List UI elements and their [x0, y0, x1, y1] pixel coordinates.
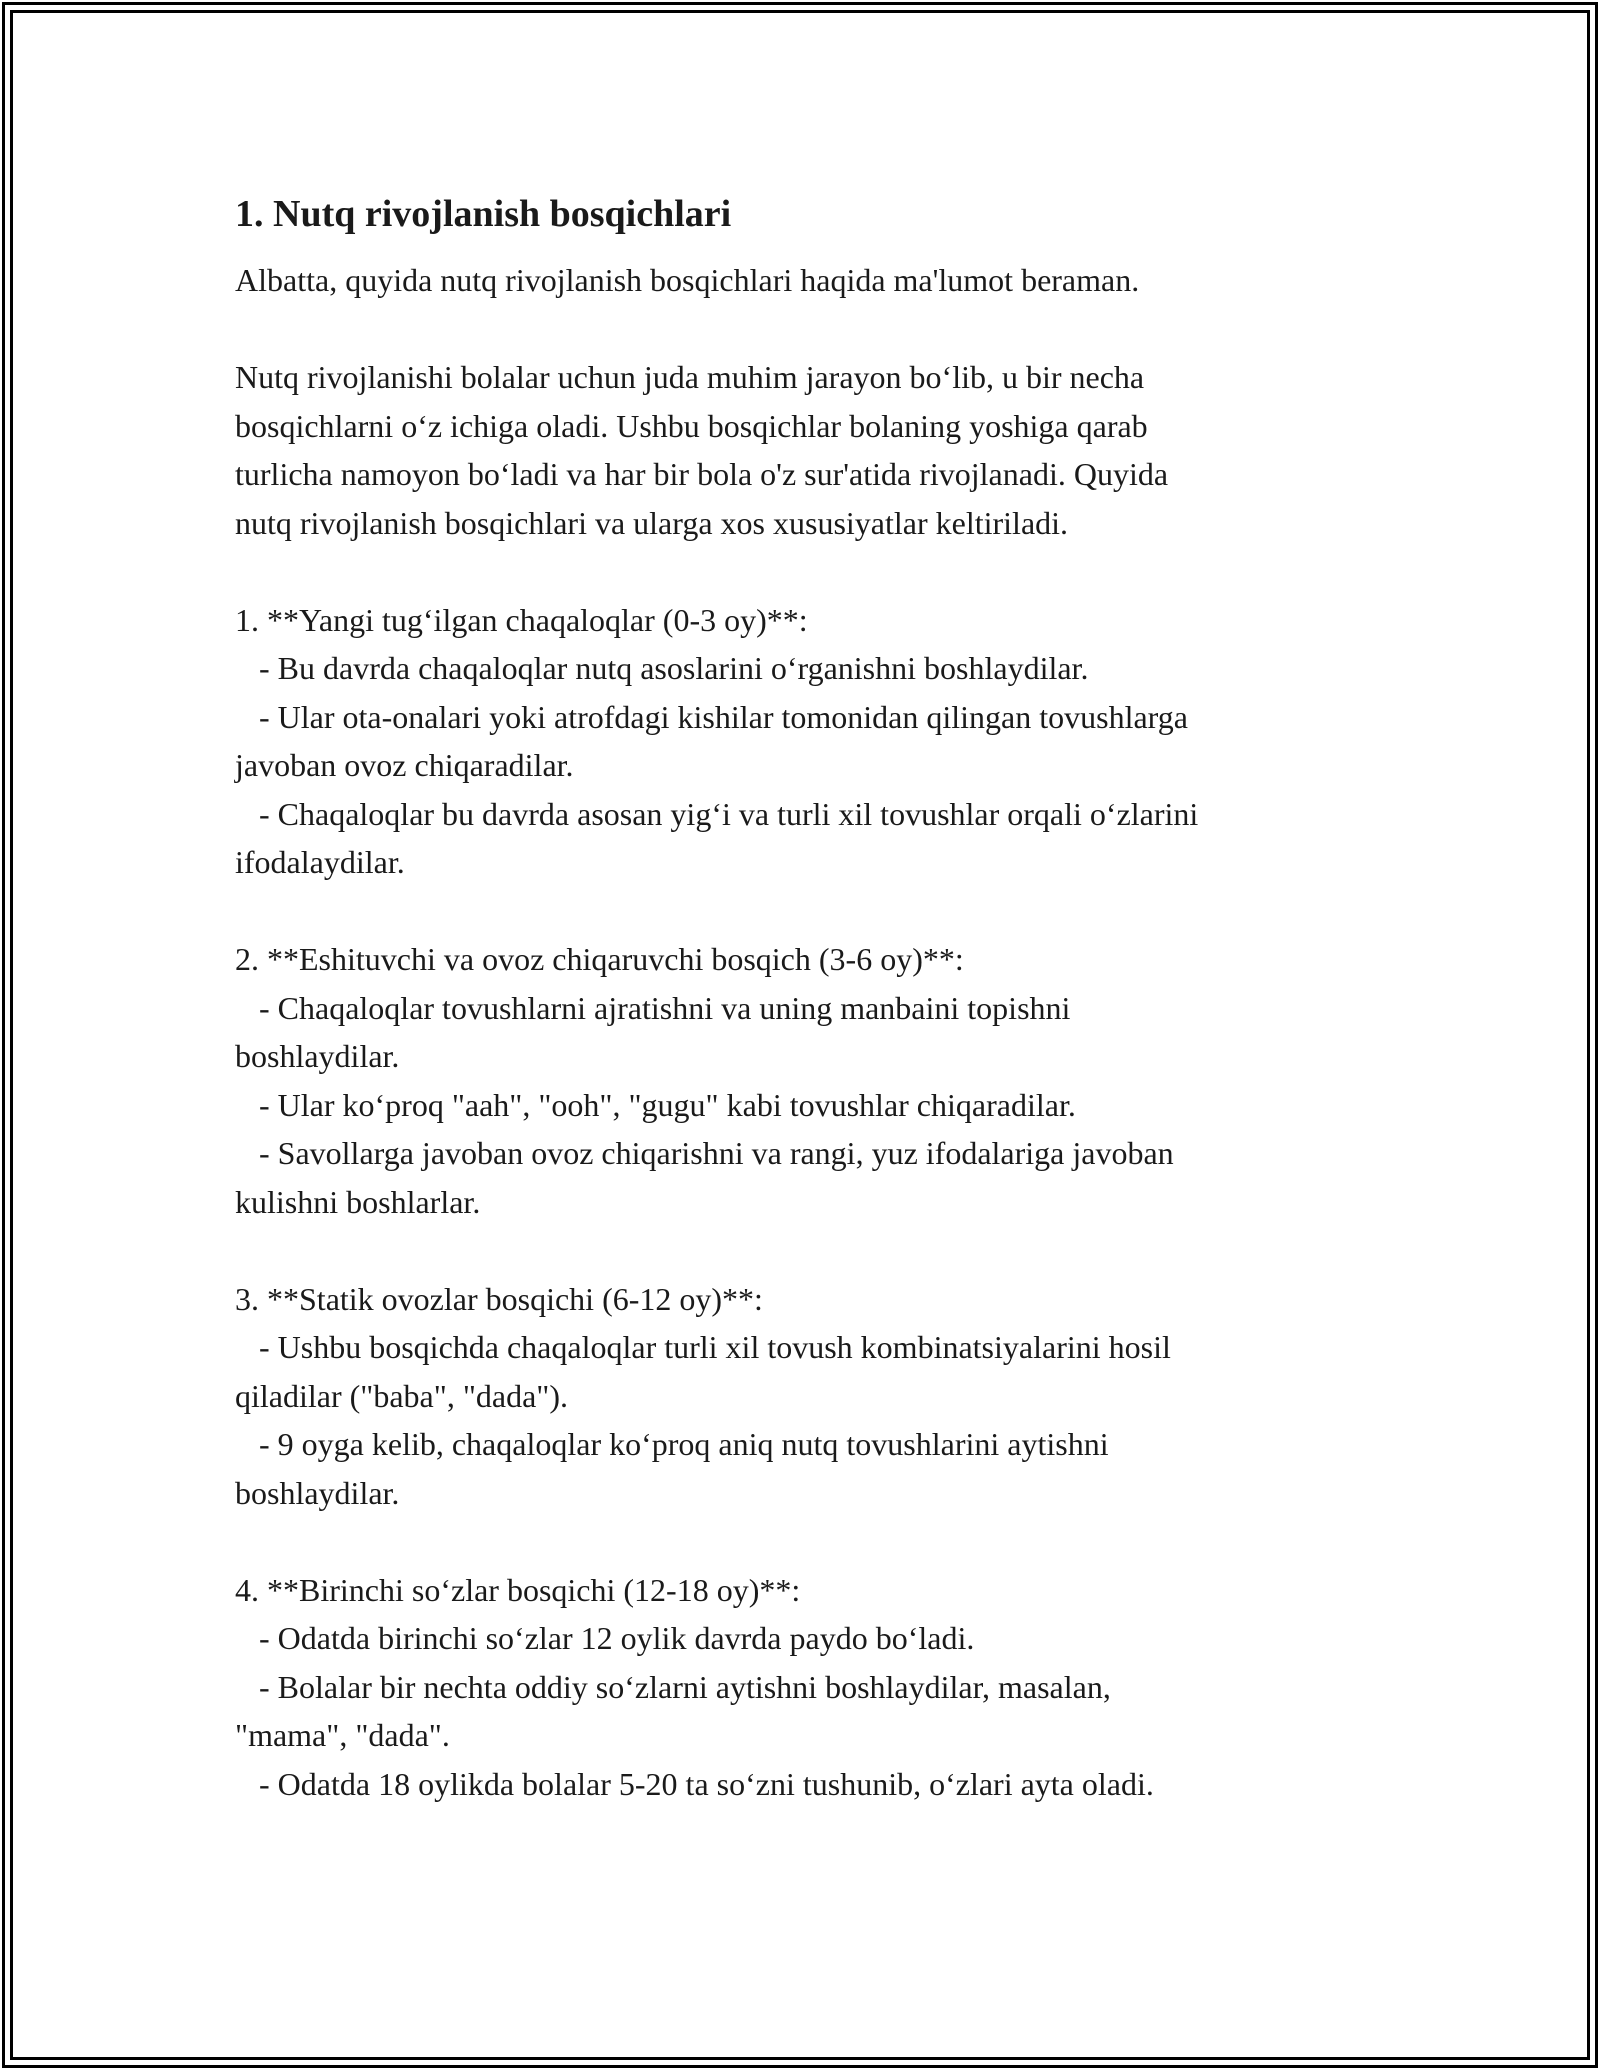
- spacer: [235, 1517, 1355, 1566]
- spacer: [235, 305, 1355, 354]
- stage-heading: 4. **Birinchi so‘zlar bosqichi (12-18 oy)**:: [235, 1571, 801, 1608]
- stage-section-4: [235, 1566, 1355, 1809]
- stage-heading: 2. **Eshituvchi va ovoz chiqaruvchi bosqich (3-6 oy)**:: [235, 941, 964, 977]
- stage-line: kulishni boshlarlar.: [235, 1183, 481, 1220]
- spacer: [235, 1226, 1355, 1275]
- stage-line: - Ular ota-onalari yoki atrofdagi kishilar tomonidan qilingan tovushlarga: [235, 698, 1188, 735]
- stage-line: - Ular ko‘proq "aah", "ooh", "gugu" kabi tovushlar chiqaradilar.: [235, 1086, 1076, 1123]
- spacer: [235, 887, 1355, 936]
- stage-line: - Chaqaloqlar bu davrda asosan yig‘i va turli xil tovushlar orqali o‘zlarini: [235, 795, 1199, 832]
- stage-line: "mama", "dada".: [235, 1717, 450, 1753]
- stage-line: - 9 oyga kelib, chaqaloqlar ko‘proq aniq nutq tovushlarini aytishni: [235, 1426, 1109, 1462]
- stage-line: boshlaydilar.: [235, 1038, 400, 1074]
- stage-line: boshlaydilar.: [235, 1474, 400, 1511]
- intro-text: Albatta, quyida nutq rivojlanish bosqichlari haqida ma'lumot beraman.: [235, 262, 1140, 298]
- stage-line: qiladilar ("baba", "dada").: [235, 1377, 568, 1414]
- document-title: 1. Nutq rivojlanish bosqichlari: [235, 193, 732, 235]
- paragraph-line: turlicha namoyon bo‘ladi va har bir bola o'z sur'atida rivojlanadi. Quyida: [235, 456, 1169, 492]
- stage-line: javoban ovoz chiqaradilar.: [235, 747, 574, 783]
- stage-section-1: [235, 596, 1355, 887]
- overview-paragraph: [235, 353, 1355, 547]
- paragraph-line: Nutq rivojlanishi bolalar uchun juda muhim jarayon bo‘lib, u bir necha: [235, 359, 1145, 395]
- stage-line: ifodalaydilar.: [235, 844, 405, 880]
- stage-section-2: [235, 935, 1355, 1226]
- stage-line: - Odatda birinchi so‘zlar 12 oylik davrda paydo bo‘ladi.: [235, 1620, 975, 1656]
- stage-line: - Bu davrda chaqaloqlar nutq asoslarini o‘rganishni boshlaydilar.: [235, 650, 1089, 686]
- paragraph-line: bosqichlarni o‘z ichiga oladi. Ushbu bosqichlar bolaning yoshiga qarab: [235, 407, 1148, 444]
- stage-line: - Ushbu bosqichda chaqaloqlar turli xil tovush kombinatsiyalarini hosil: [235, 1329, 1171, 1365]
- stage-line: - Savollarga javoban ovoz chiqarishni va rangi, yuz ifodalariga javoban: [235, 1135, 1174, 1171]
- document-body: [235, 188, 1355, 1808]
- stage-section-3: [235, 1275, 1355, 1518]
- spacer: [235, 547, 1355, 596]
- stage-heading: 3. **Statik ovozlar bosqichi (6-12 oy)**:: [235, 1280, 763, 1317]
- stage-line: - Odatda 18 oylikda bolalar 5-20 ta so‘zni tushunib, o‘zlari ayta oladi.: [235, 1765, 1154, 1802]
- stage-line: - Chaqaloqlar tovushlarni ajratishni va uning manbaini topishni: [235, 989, 1071, 1026]
- stage-heading: 1. **Yangi tug‘ilgan chaqaloqlar (0-3 oy)**:: [235, 601, 808, 638]
- stage-line: - Bolalar bir nechta oddiy so‘zlarni aytishni boshlaydilar, masalan,: [235, 1668, 1111, 1705]
- paragraph-line: nutq rivojlanish bosqichlari va ularga xos xususiyatlar keltiriladi.: [235, 504, 1069, 541]
